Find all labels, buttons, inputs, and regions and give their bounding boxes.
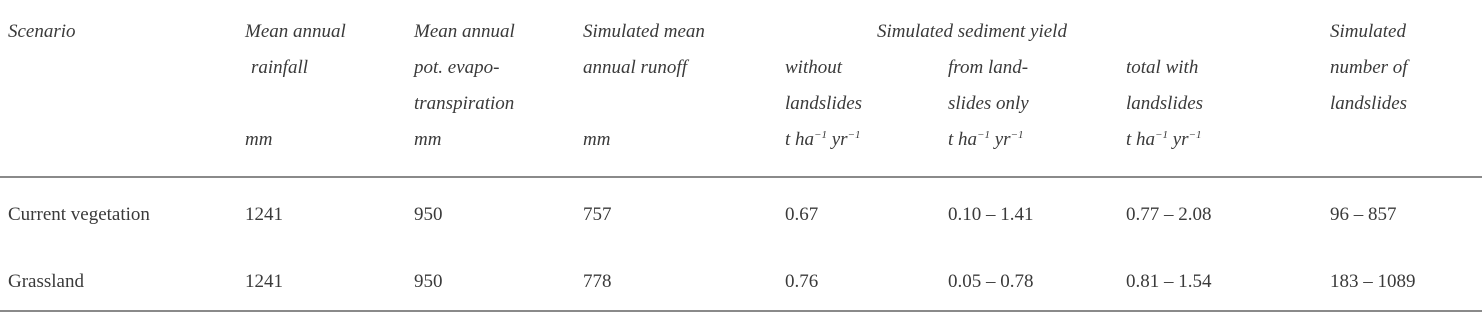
header-sediment-group: Simulated sediment yield bbox=[877, 21, 1067, 42]
cell-landslides: 183 – 1089 bbox=[1330, 271, 1416, 292]
header-pet-line1: Mean annual bbox=[414, 21, 515, 42]
bottom-rule bbox=[0, 310, 1482, 312]
header-rainfall-line2: rainfall bbox=[251, 57, 309, 78]
cell-scenario: Current vegetation bbox=[8, 204, 150, 225]
cell-from-land: 0.10 – 1.41 bbox=[948, 204, 1034, 225]
cell-total: 0.81 – 1.54 bbox=[1126, 271, 1212, 292]
cell-from-land: 0.05 – 0.78 bbox=[948, 271, 1034, 292]
cell-without: 0.76 bbox=[785, 271, 819, 292]
cell-rainfall: 1241 bbox=[245, 271, 283, 292]
header-runoff-unit: mm bbox=[583, 129, 611, 150]
header-pet-line2: pot. evapo- bbox=[414, 57, 500, 78]
cell-pet: 950 bbox=[414, 271, 443, 292]
cell-runoff: 778 bbox=[583, 271, 612, 292]
header-landslides-line3: landslides bbox=[1330, 93, 1408, 114]
header-runoff-line2: annual runoff bbox=[583, 57, 687, 78]
header-rainfall-unit: mm bbox=[245, 129, 273, 150]
header-total-unit: t $ha^{-1}$ $yr^{-1}$ bbox=[1126, 129, 1202, 150]
header-without-unit: t $ha^{-1}$ $yr^{-1}$ bbox=[785, 129, 861, 150]
header-pet-line3: transpiration bbox=[414, 93, 515, 114]
header-without-line2: landslides bbox=[785, 93, 863, 114]
header-landslides-line1: Simulated bbox=[1330, 21, 1406, 42]
header-landslides-line2: number of bbox=[1330, 57, 1408, 78]
header-total-line1: total with bbox=[1126, 57, 1199, 78]
cell-pet: 950 bbox=[414, 204, 443, 225]
header-total-line2: landslides bbox=[1126, 93, 1204, 114]
header-runoff-line1: Simulated mean bbox=[583, 21, 705, 42]
cell-scenario: Grassland bbox=[8, 271, 84, 292]
header-rule bbox=[0, 176, 1482, 178]
header-pet-unit: mm bbox=[414, 129, 442, 150]
header-from-land-line2: slides only bbox=[948, 93, 1029, 114]
header-without-line1: without bbox=[785, 57, 843, 78]
cell-rainfall: 1241 bbox=[245, 204, 283, 225]
cell-runoff: 757 bbox=[583, 204, 612, 225]
header-from-land-line1: from land- bbox=[948, 57, 1029, 78]
header-from-land-unit: t $ha^{-1}$ $yr^{-1}$ bbox=[948, 129, 1024, 150]
header-rainfall-line1: Mean annual bbox=[245, 21, 346, 42]
cell-landslides: 96 – 857 bbox=[1330, 204, 1397, 225]
cell-without: 0.67 bbox=[785, 204, 819, 225]
cell-total: 0.77 – 2.08 bbox=[1126, 204, 1212, 225]
header-scenario: Scenario bbox=[8, 21, 76, 42]
